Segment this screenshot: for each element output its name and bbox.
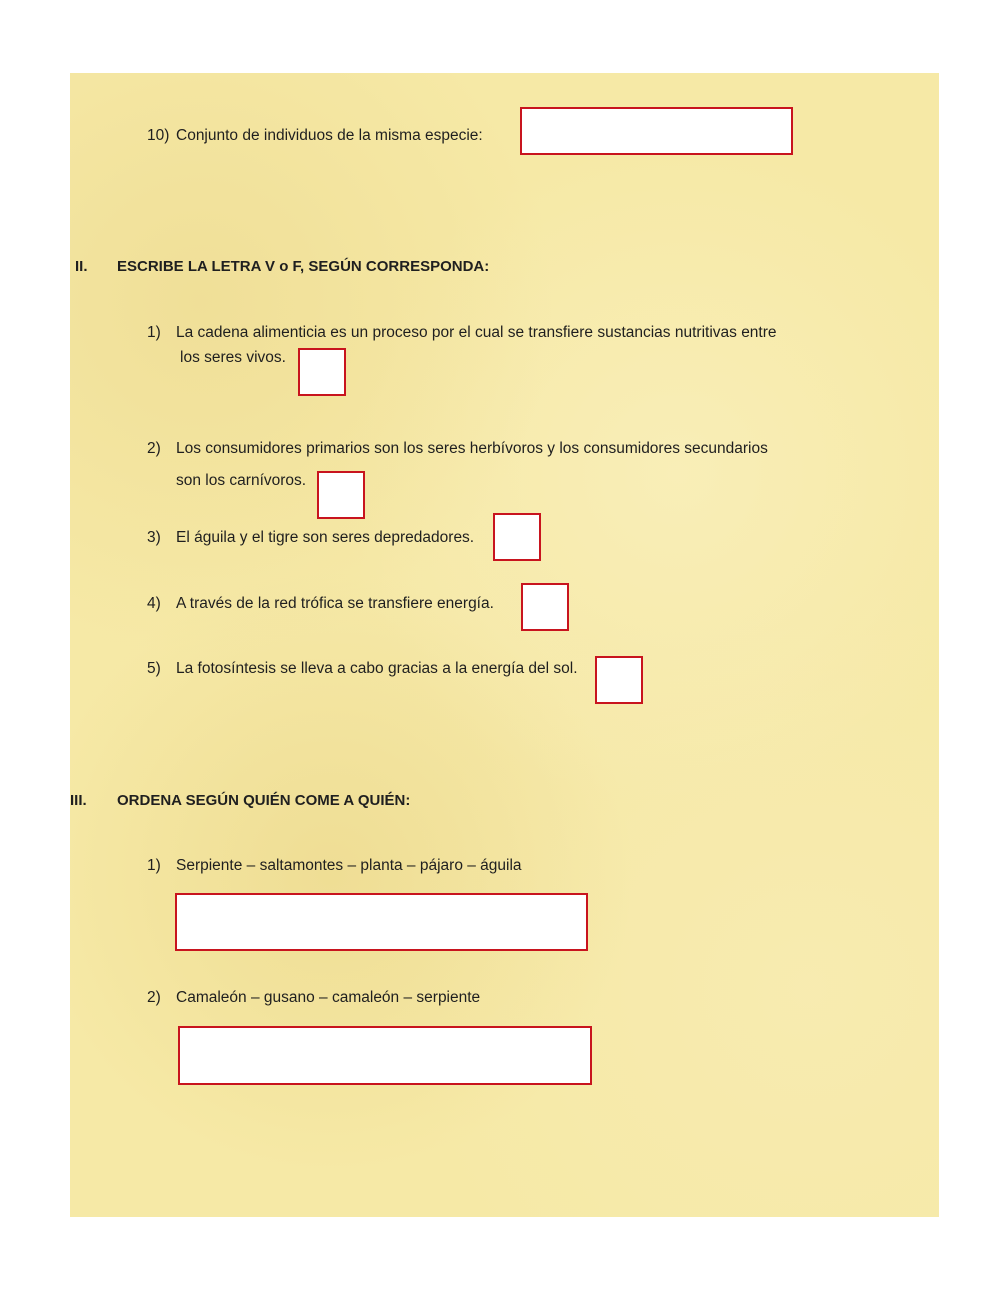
- tf-4-text: A través de la red trófica se transfiere energía.: [176, 595, 494, 612]
- tf-1-text-line1: La cadena alimenticia es un proceso por el cual se transfiere sustancias nutritivas entre: [176, 324, 777, 341]
- tf-4-answer-input[interactable]: [521, 583, 569, 631]
- q10-text: Conjunto de individuos de la misma especie:: [176, 127, 483, 144]
- tf-5-answer-input[interactable]: [595, 656, 643, 704]
- tf-3-answer-input[interactable]: [493, 513, 541, 561]
- tf-1-answer-input[interactable]: [298, 348, 346, 396]
- section-ii-numeral: II.: [75, 258, 88, 275]
- q10-number: 10): [147, 127, 170, 144]
- tf-2-text-line1: Los consumidores primarios son los seres herbívoros y los consumidores secundarios: [176, 440, 768, 457]
- order-2-number: 2): [147, 989, 161, 1006]
- tf-1-number: 1): [147, 324, 161, 341]
- tf-1-text-line2: los seres vivos.: [180, 349, 286, 366]
- tf-2-answer-input[interactable]: [317, 471, 365, 519]
- tf-2-text-line2: son los carnívoros.: [176, 472, 307, 489]
- tf-5-text: La fotosíntesis se lleva a cabo gracias a la energía del sol.: [176, 660, 578, 677]
- tf-2-number: 2): [147, 440, 161, 457]
- tf-5-number: 5): [147, 660, 161, 677]
- tf-3-number: 3): [147, 529, 161, 546]
- tf-4-number: 4): [147, 595, 161, 612]
- order-1-number: 1): [147, 857, 161, 874]
- tf-3-text: El águila y el tigre son seres depredadores.: [176, 529, 475, 546]
- order-2-answer-input[interactable]: [178, 1026, 592, 1085]
- order-1-answer-input[interactable]: [175, 893, 588, 951]
- section-iii-title: ORDENA SEGÚN QUIÉN COME A QUIÉN:: [117, 792, 411, 809]
- order-2-text: Camaleón – gusano – camaleón – serpiente: [176, 989, 481, 1006]
- order-1-text: Serpiente – saltamontes – planta – pájaro – águila: [176, 857, 522, 874]
- section-ii-title: ESCRIBE LA LETRA V o F, SEGÚN CORRESPONDA:: [117, 258, 490, 275]
- q10-answer-input[interactable]: [520, 107, 793, 155]
- section-iii-numeral: III.: [70, 792, 87, 809]
